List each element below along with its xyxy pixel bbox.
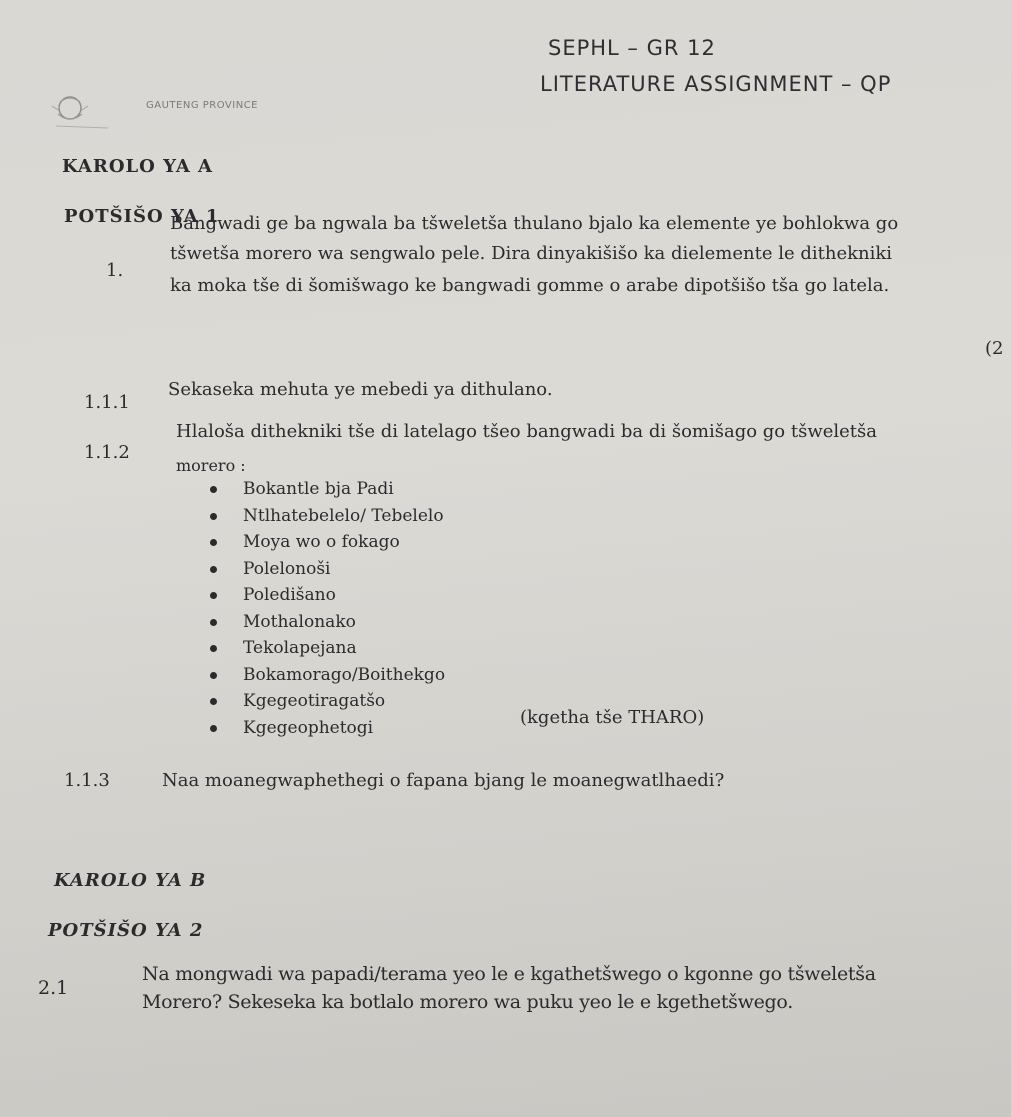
bullet-icon: [210, 566, 217, 573]
subject-heading: SEPHL – GR 12: [548, 36, 716, 60]
list-item-label: Tekolapejana: [243, 638, 357, 658]
question-1-title: POTŠIŠO YA 1: [64, 206, 220, 227]
bullet-icon: [210, 592, 217, 599]
list-item-label: Moya wo o fokago: [243, 532, 400, 552]
bullet-icon: [210, 645, 217, 652]
bullet-icon: [210, 486, 217, 493]
bullet-icon: [210, 539, 217, 546]
list-item-label: Poledišano: [243, 585, 336, 605]
list-item: [210, 715, 445, 742]
choose-note: (kgetha tše THARO): [520, 707, 705, 728]
list-item: [210, 503, 445, 530]
marks-fragment: (2: [985, 338, 1004, 359]
list-item: [210, 476, 445, 503]
question-1-number: 1.: [106, 260, 124, 281]
list-item: [210, 662, 445, 689]
question-1-1-3-number: 1.1.3: [64, 770, 110, 791]
list-item: [210, 688, 445, 715]
question-1-1-3-text: Naa moanegwaphethegi o fapana bjang le moanegwatlhaedi?: [162, 770, 725, 791]
list-item: [210, 529, 445, 556]
question-2-1-line-1: Na mongwadi wa papadi/terama yeo le e kgathetšwego o kgonne go tšweletša: [142, 963, 876, 985]
bullet-icon: [210, 619, 217, 626]
question-1-1-1-number: 1.1.1: [84, 392, 130, 413]
question-1-1-2-line-2: morero :: [176, 456, 246, 475]
question-1-1-1-text: Sekaseka mehuta ye mebedi ya dithulano.: [168, 379, 553, 400]
technique-list: [210, 476, 445, 741]
gauteng-province-logo: [48, 92, 148, 134]
list-item-label: Ntlhatebelelo/ Tebelelo: [243, 505, 444, 526]
list-item-label: Bokantle bja Padi: [243, 479, 394, 499]
question-2-title: POTŠIŠO YA 2: [48, 920, 204, 941]
list-item-label: Kgegeophetogi: [243, 717, 374, 738]
question-1-line-2: tšwetša morero wa sengwalo pele. Dira dinyakišišo ka dielemente le dithekniki: [170, 243, 893, 264]
question-1-1-2-line-1: Hlaloša dithekniki tše di latelago tšeo bangwadi ba di šomišago go tšweletša: [176, 421, 877, 442]
bullet-icon: [210, 672, 217, 679]
list-item: [210, 609, 445, 636]
question-2-1-number: 2.1: [38, 977, 69, 999]
province-crest-icon: [48, 92, 148, 134]
section-a-title: KAROLO YA A: [62, 156, 214, 177]
list-item-label: Kgegeotiragatšo: [243, 691, 386, 711]
document-title: LITERATURE ASSIGNMENT – QP: [540, 72, 892, 96]
bullet-icon: [210, 698, 217, 705]
list-item: [210, 556, 445, 583]
question-1-1-2-number: 1.1.2: [84, 442, 130, 463]
section-b-title: KAROLO YA B: [54, 870, 207, 891]
bullet-icon: [210, 513, 217, 520]
question-1-line-3: ka moka tše di šomišwago ke bangwadi gomme o arabe dipotšišo tša go latela.: [170, 275, 890, 296]
bullet-icon: [210, 725, 217, 732]
list-item: [210, 635, 445, 662]
question-2-1-line-2: Morero? Sekeseka ka botlalo morero wa puku yeo le e kgethetšwego.: [142, 991, 793, 1013]
list-item-label: Bokamorago/Boithekgo: [243, 664, 446, 685]
list-item: [210, 582, 445, 609]
list-item-label: Polelonoši: [243, 558, 331, 579]
list-item-label: Mothalonako: [243, 611, 356, 632]
province-logo-text: GAUTENG PROVINCE: [146, 100, 258, 111]
question-1-line-1: Bangwadi ge ba ngwala ba tšweletša thulano bjalo ka elemente ye bohlokwa go: [170, 213, 899, 234]
